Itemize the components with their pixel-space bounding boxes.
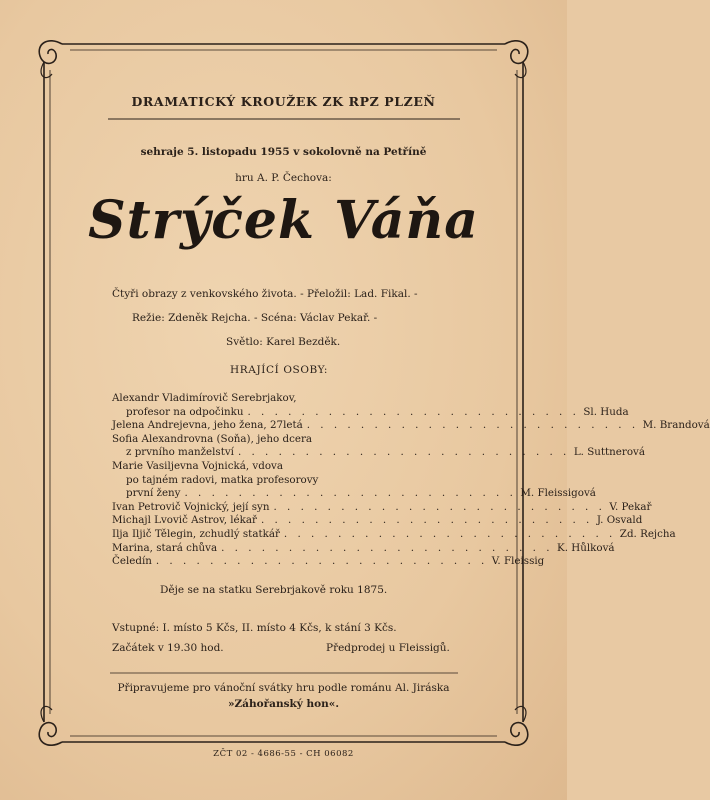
cast-actor: V. Pekař xyxy=(609,500,652,513)
cast-role-line: Michajl Lvovič Astrov, lékař xyxy=(112,514,257,527)
cast-actor: Sl. Huda xyxy=(583,405,629,418)
announcement-line-2: »Záhořanský hon«. xyxy=(227,698,340,710)
cast-entry xyxy=(112,392,629,419)
dot-leader: . . . . . . . . . . . . . . . . . . . . . . . . . xyxy=(247,405,580,418)
cast-role-line: profesor na odpočinku xyxy=(126,405,244,418)
print-code: ZČT 02 - 4686-55 - CH 06082 xyxy=(213,749,354,759)
cast-role-line: Jelena Andrejevna, jeho žena, 27letá xyxy=(112,419,303,432)
announcement-line-1: Připravujeme pro vánoční svátky hru podle románu Al. Jiráska xyxy=(117,682,450,694)
cast-role-line: Čeledín xyxy=(112,555,152,568)
cast-role-line: z prvního manželství xyxy=(126,446,234,459)
cast-entry xyxy=(112,527,676,542)
dot-leader: . . . . . . . . . . . . . . . . . . . . . . . . . xyxy=(184,487,517,500)
cast-role-line: Marie Vasiljevna Vojnická, vdova xyxy=(112,459,283,472)
start-time: Začátek v 19.30 hod. xyxy=(112,642,224,654)
cast-actor: M. Fleissigová xyxy=(520,487,596,500)
dot-leader: . . . . . . . . . . . . . . . . . . . . . . . . . xyxy=(306,419,639,432)
dot-leader: . . . . . . . . . . . . . . . . . . . . . . . . . xyxy=(221,541,553,554)
cast-entry xyxy=(112,432,645,460)
cast-actor: V. Fleissig xyxy=(491,555,545,568)
cast-entry xyxy=(112,514,643,528)
cast-entry xyxy=(112,459,596,501)
cast-role-line: Marina, stará chůva xyxy=(112,541,218,554)
cast-role-line: Alexandr Vladimírovič Serebrjakov, xyxy=(112,392,297,404)
organization-name: DRAMATICKÝ KROUŽEK ZK RPZ PLZEŇ xyxy=(131,94,436,109)
play-author: hru A. P. Čechova: xyxy=(235,172,332,184)
cast-heading: HRAJÍCÍ OSOBY: xyxy=(230,364,329,376)
admission-prices: Vstupné: I. místo 5 Kčs, II. místo 4 Kčs, k stání 3 Kčs. xyxy=(112,622,397,634)
cast-role-line: Ilja Iljič Tělegin, zchudlý statkář xyxy=(112,527,280,540)
cast-actor: K. Hůlková xyxy=(557,541,615,554)
cast-actor: L. Suttnerová xyxy=(573,446,645,459)
cast-actor: M. Brandová xyxy=(642,419,710,432)
cast-entry xyxy=(112,541,615,556)
dot-leader: . . . . . . . . . . . . . . . . . . . . . . . . . xyxy=(283,527,616,540)
dot-leader: . . . . . . . . . . . . . . . . . . . . . . . . . xyxy=(155,555,488,568)
dot-leader: . . . . . . . . . . . . . . . . . . . . . . . . . xyxy=(273,500,606,513)
cast-entry xyxy=(112,500,652,515)
setting-note: Děje se na statku Serebrjakově roku 1875. xyxy=(160,584,388,596)
cast-role-line: první ženy xyxy=(126,487,181,500)
cast-list xyxy=(112,392,710,569)
dot-leader: . . . . . . . . . . . . . . . . . . . . . . . . . xyxy=(237,446,570,459)
play-title: Strýček Váňa xyxy=(88,190,479,251)
dot-leader: . . . . . . . . . . . . . . . . . . . . . . . . . xyxy=(260,514,593,527)
directing-credits: Režie: Zdeněk Rejcha. - Scéna: Václav Pekař. - xyxy=(132,312,378,324)
cast-actor: J. Osvald xyxy=(596,514,643,527)
cast-role-line: Ivan Petrovič Vojnický, její syn xyxy=(112,500,270,513)
subtitle-translator: Čtyři obrazy z venkovského života. - Přeložil: Lad. Fikal. - xyxy=(112,288,418,300)
presale-info: Předprodej u Fleissigů. xyxy=(326,642,450,654)
performance-line: sehraje 5. listopadu 1955 v sokolovně na Petříně xyxy=(140,146,427,158)
lighting-credit: Světlo: Karel Bezděk. xyxy=(226,336,341,348)
cast-entry xyxy=(112,555,545,569)
cast-role-line: Sofia Alexandrovna (Soňa), jeho dcera xyxy=(112,432,313,445)
cast-entry xyxy=(112,419,710,433)
cast-role-line: po tajném radovi, matka profesorovy xyxy=(126,473,319,486)
cast-actor: Zd. Rejcha xyxy=(619,527,676,540)
